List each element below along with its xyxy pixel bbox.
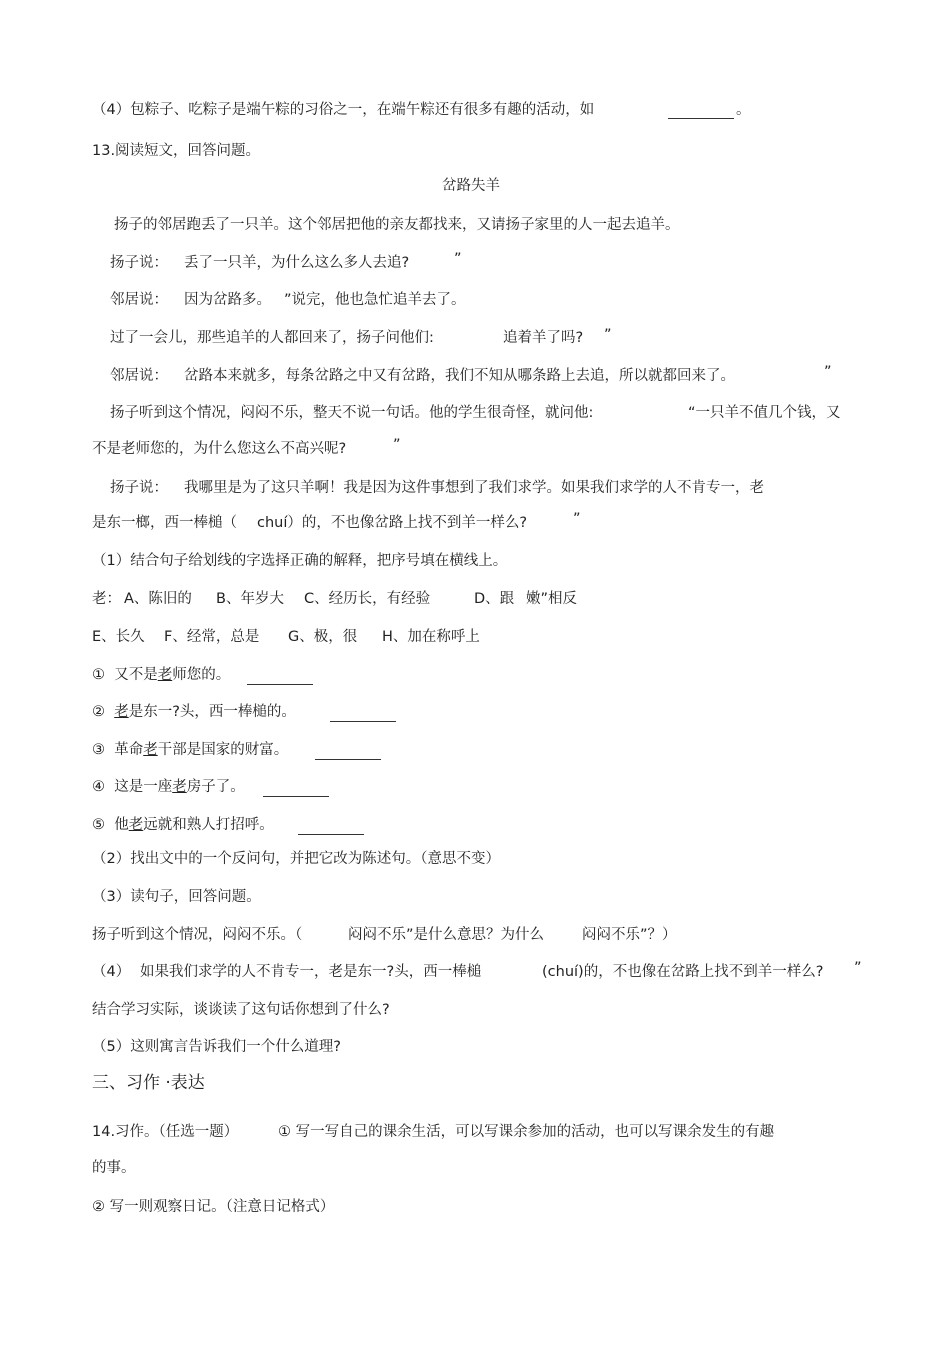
q12-4-line: [92, 100, 594, 120]
item-3-underlined: 老: [143, 742, 158, 758]
passage-p6-close: ”: [393, 437, 401, 453]
item-2-underlined: 老: [114, 704, 129, 720]
option-d-cont: 嫩”相反: [526, 591, 578, 607]
passage-p2-quote: 丢了一只羊，为什么这么多人去追?: [184, 255, 410, 271]
passage-p7-close: ”: [573, 511, 581, 527]
item-4-post: 房子了。: [186, 779, 245, 795]
item-1-post: 师您的。: [172, 667, 231, 683]
item-5-num: ⑤: [92, 817, 105, 833]
passage-p5-quote: 岔路本来就多，每条岔路之中又有岔路，我们不知从哪条路上去追，所以就都回来了。: [184, 368, 735, 384]
q13-sub4-num: （4）: [92, 964, 131, 980]
q14-heading: 14.习作。（任选一题）: [92, 1124, 239, 1140]
passage-p5-speaker: 邻居说：: [110, 368, 168, 384]
item-3-num: ③: [92, 742, 105, 758]
passage-p7-speaker: 扬子说：: [110, 480, 168, 496]
passage-p2-close: ”: [454, 251, 462, 267]
q14-option-2: ② 写一则观察日记。（注意日记格式）: [92, 1199, 335, 1215]
option-g: G、极，很: [288, 629, 358, 645]
passage-p4-close: ”: [604, 327, 612, 343]
option-b: B、年岁大: [216, 591, 284, 607]
passage-p7-pinyin: chuí）的，不也像岔路上找不到羊一样么?: [257, 515, 528, 531]
q14-option-1: ① 写一写自己的课余生活，可以写课余参加的活动，也可以写课余发生的有趣: [278, 1124, 775, 1140]
item-5-answer-blank[interactable]: [298, 820, 364, 835]
item-4: [92, 777, 245, 797]
section-3-heading: 三、习作 ·表达: [92, 1073, 205, 1093]
option-a: A、陈旧的: [124, 591, 192, 607]
option-h: H、加在称呼上: [382, 629, 480, 645]
passage-p6: 扬子听到这个情况，闷闷不乐，整天不说一句话。他的学生很奇怪，就问他:: [110, 405, 594, 421]
passage-p7-cont: 是东一榔，西一棒槌（: [92, 515, 237, 531]
item-4-answer-blank[interactable]: [263, 782, 329, 797]
item-1: [92, 665, 230, 685]
option-e: E、长久: [92, 629, 145, 645]
option-d: D、跟: [474, 591, 515, 607]
passage-p4: 过了一会儿，那些追羊的人都回来了，扬子问他们:: [110, 330, 434, 346]
passage-p2-speaker: 扬子说：: [110, 255, 168, 271]
q13-sub4-close: ”: [854, 960, 862, 976]
item-3-post: 干部是国家的财富。: [157, 742, 289, 758]
item-5-pre: 他: [114, 817, 129, 833]
item-5-underlined: 老: [128, 817, 144, 833]
q13-heading: 13.阅读短文，回答问题。: [92, 143, 261, 159]
passage-p7-quote: 我哪里是为了这只羊啊！我是因为这件事想到了我们求学。如果我们求学的人不肯专一，老: [184, 480, 764, 496]
passage-p6-quote: “一只羊不值几个钱，又: [688, 405, 841, 421]
q13-sub3-question-b: 闷闷不乐”是什么意思？为什么: [348, 927, 545, 943]
q12-4-text: （4）包粽子、吃粽子是端午粽的习俗之一，在端午粽还有很多有趣的活动，如: [92, 102, 595, 118]
q13-sub4-quote: 如果我们求学的人不肯专一，老是东一?头，西一棒槌: [140, 964, 482, 980]
q13-sub2: （2）找出文中的一个反问句，并把它改为陈述句。（意思不变）: [92, 851, 500, 867]
q13-sub3-question-c: 闷闷不乐”？）: [582, 927, 677, 943]
q14-option-1-cont: 的事。: [92, 1160, 136, 1176]
item-3: [92, 740, 288, 760]
passage-title: 岔路失羊: [442, 178, 500, 194]
passage-p5-close: ”: [824, 364, 832, 380]
q12-4-end: 。: [736, 102, 751, 118]
option-label-lao: 老：: [92, 591, 121, 607]
q12-4-answer-blank[interactable]: [668, 104, 734, 119]
passage-p3-quote: 因为岔路多。: [184, 292, 271, 308]
q13-sub5: （5）这则寓言告诉我们一个什么道理?: [92, 1039, 341, 1055]
item-2-answer-blank[interactable]: [330, 707, 396, 722]
passage-p1: 扬子的邻居跑丢了一只羊。这个邻居把他的亲友都找来，又请扬子家里的人一起去追羊。: [114, 217, 680, 233]
q13-sub1: （1）结合句子给划线的字选择正确的解释，把序号填在横线上。: [92, 553, 508, 569]
q13-sub4-pinyin: (chuí)的，不也像在岔路上找不到羊一样么?: [542, 964, 824, 980]
q13-sub4-prompt: 结合学习实际，谈谈读了这句话你想到了什么?: [92, 1002, 390, 1018]
q13-sub3: （3）读句子，回答问题。: [92, 889, 261, 905]
passage-p6-cont: 不是老师您的，为什么您这么不高兴呢?: [92, 441, 347, 457]
item-1-pre: 又不是: [114, 667, 158, 683]
item-1-underlined: 老: [157, 667, 173, 683]
option-f: F、经常，总是: [164, 629, 260, 645]
option-c: C、经历长，有经验: [304, 591, 431, 607]
passage-p3-rest: ”说完，他也急忙追羊去了。: [284, 292, 466, 308]
item-2-post: 是东一?头，西一棒槌的。: [128, 704, 296, 720]
item-4-num: ④: [92, 779, 105, 795]
item-5: [92, 815, 274, 835]
item-2-num: ②: [92, 704, 105, 720]
item-1-num: ①: [92, 667, 105, 683]
item-4-underlined: 老: [172, 779, 187, 795]
item-1-answer-blank[interactable]: [247, 670, 313, 685]
item-2: [92, 702, 296, 722]
item-5-post: 远就和熟人打招呼。: [143, 817, 274, 833]
item-3-answer-blank[interactable]: [315, 745, 381, 760]
passage-p3-speaker: 邻居说：: [110, 292, 168, 308]
item-3-pre: 革命: [114, 742, 144, 758]
passage-p4-quote: 追着羊了吗?: [503, 330, 584, 346]
item-4-pre: 这是一座: [114, 779, 173, 795]
q13-sub3-question: 扬子听到这个情况，闷闷不乐。（: [92, 927, 303, 943]
